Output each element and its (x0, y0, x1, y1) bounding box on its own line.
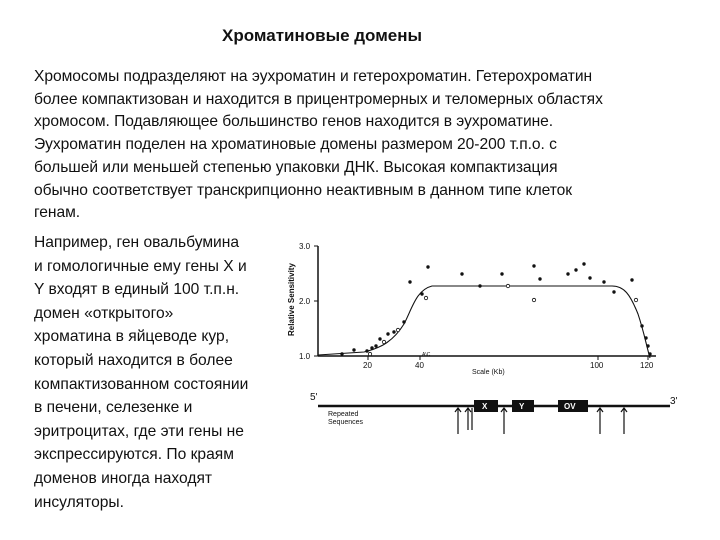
arrow-marker (597, 408, 603, 434)
y-tick-label: 2.0 (299, 297, 311, 306)
x-tick-label: 40 (415, 361, 424, 370)
intro-line: Хромосомы подразделяют на эухроматин и гетерохроматин. Гетерохроматин (34, 68, 593, 85)
example-line: Например, ген овальбумина (34, 234, 240, 251)
sequences-label: Sequences (328, 419, 364, 426)
data-point (630, 278, 633, 281)
data-point (648, 352, 651, 355)
data-point (386, 332, 389, 335)
repeated-label: Repeated (328, 411, 359, 418)
x-axis-label: Scale (Kb) (472, 369, 505, 376)
data-point-open (424, 296, 427, 299)
example-line: домен «открытого» (34, 304, 174, 322)
data-point-open (368, 352, 371, 355)
data-point (588, 276, 591, 279)
intro-line: хромосом. Подавляющее большинство генов находится в эухроматине. (34, 113, 554, 131)
example-paragraph (34, 231, 284, 514)
data-point (352, 348, 355, 351)
intro-line: обычно соответствует транскрипционно неактивным в данном типе клеток (34, 181, 573, 199)
data-point (378, 337, 381, 340)
example-line: доменов иногда находят (34, 469, 213, 487)
minor-annotation: A\C (422, 352, 431, 358)
data-point (408, 280, 411, 283)
data-point (644, 336, 647, 339)
y-tick-label: 1.0 (299, 352, 311, 361)
data-point (566, 272, 569, 275)
y-axis-label: Relative Sensitivity (287, 263, 296, 336)
three-prime-label: 3' (670, 396, 678, 407)
example-line: хроматина в яйцеводе кур, (34, 328, 230, 346)
intro-line: большей или меньшей степенью упаковки ДНК. Высокая компактизация (34, 158, 558, 176)
data-point (374, 344, 377, 347)
data-point (402, 320, 405, 323)
arrow-marker (501, 408, 507, 434)
arrow-marker (465, 408, 471, 430)
intro-line: генам. (34, 204, 81, 222)
data-point (582, 262, 585, 265)
data-point (426, 265, 429, 268)
slide-title: Хроматиновые домены (222, 26, 423, 45)
example-line: экспрессируются. По краям (34, 446, 234, 464)
data-point (532, 264, 535, 267)
data-point (574, 268, 577, 271)
gene-y-label: Y (519, 402, 525, 411)
intro-paragraph (34, 66, 704, 225)
intro-line: Эухроматин поделен на хроматиновые домены размером 20-200 т.п.о. с (34, 136, 557, 154)
intro-line: более компактизован и находится в прицентромерных и теломерных областях (34, 90, 603, 108)
example-line: который находится в более (34, 351, 233, 369)
data-point (420, 292, 423, 295)
data-point (478, 284, 481, 287)
data-point (365, 349, 368, 352)
fitted-curve (318, 286, 650, 358)
figure-svg (272, 234, 712, 444)
example-line: Y входят в единый 100 т.п.н. (34, 281, 240, 299)
x-tick-label: 100 (590, 361, 604, 370)
sensitivity-figure (272, 234, 712, 444)
data-point-open (396, 328, 399, 331)
example-line: и гомологичные ему гены X и (34, 257, 247, 275)
data-point (460, 272, 463, 275)
data-point (640, 324, 643, 327)
x-tick-label: 20 (363, 361, 372, 370)
example-line: компактизованном состоянии (34, 375, 249, 393)
gene-ov-label: OV (564, 402, 576, 411)
x-tick-label: 120 (640, 361, 654, 370)
example-line: инсуляторы. (34, 493, 124, 511)
data-point-open (532, 298, 535, 301)
data-point (500, 272, 503, 275)
data-point (646, 344, 649, 347)
data-point-open (634, 298, 637, 301)
arrow-marker (455, 408, 461, 434)
data-point (538, 277, 541, 280)
data-point (612, 290, 615, 293)
data-point-open (506, 284, 509, 287)
data-point (370, 346, 373, 349)
five-prime-label: 5' (310, 392, 318, 403)
gene-x-label: X (482, 402, 488, 411)
data-point-open (382, 340, 385, 343)
y-tick-label: 3.0 (299, 242, 311, 251)
data-point (602, 280, 605, 283)
example-line: в печени, селезенке и (34, 399, 193, 417)
data-point (392, 330, 395, 333)
example-line: эритроцитах, где эти гены не (34, 422, 244, 440)
data-point (340, 352, 343, 355)
arrow-marker (621, 408, 627, 434)
